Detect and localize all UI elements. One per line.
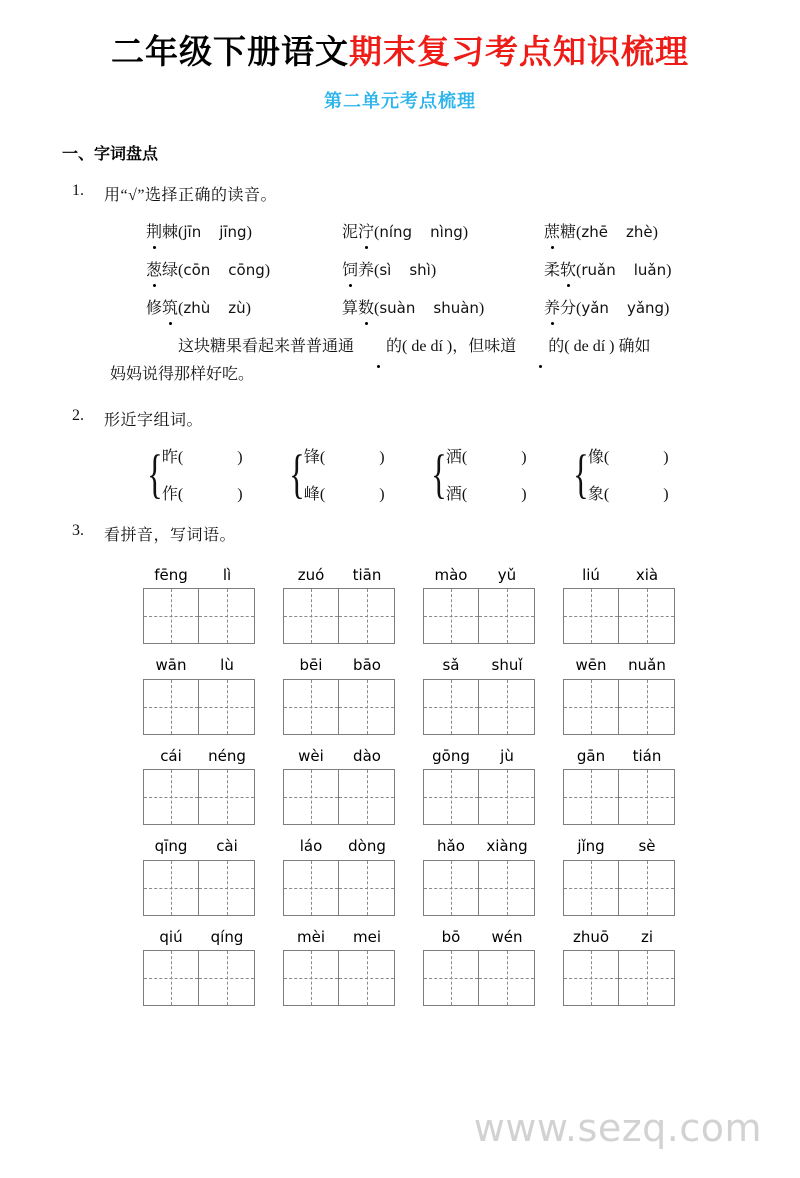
- choice-word-char: 柔: [544, 261, 561, 279]
- grid-word-group: [283, 929, 423, 1007]
- pinyin-label: liú: [582, 565, 600, 584]
- pinyin-option-1[interactable]: yǎn: [581, 298, 609, 317]
- choice-word-char: 葱: [146, 257, 162, 280]
- choice-word-char: 养: [358, 261, 375, 279]
- pinyin-label: bō: [441, 927, 461, 946]
- pinyin-label-pair: [423, 929, 535, 946]
- tianzige-box[interactable]: [563, 950, 675, 1006]
- pinyin-label-pair: [423, 657, 535, 674]
- tianzige-cell[interactable]: [284, 589, 339, 643]
- pinyin-option-1[interactable]: ruǎn: [581, 260, 616, 279]
- choice-word-char: 荆: [146, 219, 162, 242]
- tianzige-cell[interactable]: [199, 861, 254, 915]
- tianzige-cell[interactable]: [479, 861, 534, 915]
- pinyin-label: néng: [208, 746, 246, 765]
- tianzige-box[interactable]: [423, 679, 535, 735]
- tianzige-box[interactable]: [423, 588, 535, 644]
- pinyin-label: wèi: [298, 746, 324, 765]
- pinyin-label-pair: [283, 567, 395, 584]
- grid-word-group: [283, 567, 423, 645]
- tianzige-cell[interactable]: [199, 589, 254, 643]
- pinyin-label: hǎo: [437, 837, 465, 856]
- left-brace-icon: {: [573, 443, 589, 504]
- brace-group: [568, 444, 710, 504]
- tianzige-cell[interactable]: [619, 680, 674, 734]
- char-with-paren: 洒(: [445, 448, 468, 466]
- grid-word-group: [563, 567, 703, 645]
- grid-word-group: [283, 838, 423, 916]
- choice-item[interactable]: [544, 219, 724, 242]
- brace-group: [142, 444, 284, 504]
- tianzige-cell[interactable]: [284, 680, 339, 734]
- pinyin-label: yǔ: [497, 565, 517, 584]
- paren-open: (: [178, 223, 184, 241]
- choice-word-char: 分: [560, 299, 577, 317]
- tianzige-box[interactable]: [563, 769, 675, 825]
- item-1-number: 1.: [72, 181, 84, 199]
- tianzige-box[interactable]: [143, 679, 255, 735]
- pinyin-label-pair: [283, 929, 395, 946]
- tianzige-cell[interactable]: [424, 589, 479, 643]
- tianzige-cell[interactable]: [339, 589, 394, 643]
- choice-item[interactable]: [544, 257, 724, 280]
- tianzige-cell[interactable]: [284, 770, 339, 824]
- brace-line[interactable]: [446, 481, 527, 504]
- pinyin-label-pair: [143, 748, 255, 765]
- tianzige-box[interactable]: [283, 588, 395, 644]
- brace-line[interactable]: [304, 444, 385, 467]
- tianzige-cell[interactable]: [619, 951, 674, 1005]
- brace-line[interactable]: [588, 481, 669, 504]
- char-with-paren: 像(: [587, 448, 610, 466]
- left-brace-icon: {: [147, 443, 163, 504]
- tianzige-cell[interactable]: [339, 770, 394, 824]
- choice-item[interactable]: [342, 219, 544, 242]
- pinyin-label: mei: [352, 927, 381, 946]
- choice-word-char: 泥: [342, 223, 359, 241]
- tianzige-box[interactable]: [563, 860, 675, 916]
- choice-row: [146, 257, 800, 283]
- grid-word-group: [283, 748, 423, 826]
- pinyin-label-pair: [143, 929, 255, 946]
- similar-char-groups: [142, 444, 800, 504]
- exercise-item-1: [72, 181, 800, 205]
- grid-word-group: [423, 748, 563, 826]
- pinyin-label: qíng: [210, 927, 244, 946]
- pinyin-option-1[interactable]: suàn: [379, 298, 416, 317]
- pinyin-option-2[interactable]: zù: [228, 298, 246, 317]
- tianzige-box[interactable]: [423, 769, 535, 825]
- pinyin-label: xiàng: [486, 837, 528, 856]
- tianzige-cell[interactable]: [339, 680, 394, 734]
- pinyin-label: mào: [434, 565, 468, 584]
- pinyin-label: cài: [216, 837, 238, 856]
- choice-word-char: 绿: [162, 261, 179, 279]
- grid-word-group: [143, 567, 283, 645]
- grid-word-group: [563, 929, 703, 1007]
- watermark: www.sezq.com: [473, 1106, 762, 1150]
- tianzige-cell[interactable]: [199, 680, 254, 734]
- tianzige-cell[interactable]: [564, 861, 619, 915]
- section-heading: 一、字词盘点: [62, 145, 159, 163]
- tianzige-cell[interactable]: [199, 951, 254, 1005]
- grid-word-group: [563, 657, 703, 735]
- paren-open: (: [374, 299, 380, 317]
- tianzige-cell[interactable]: [284, 951, 339, 1005]
- tianzige-box[interactable]: [283, 769, 395, 825]
- tianzige-cell[interactable]: [144, 589, 199, 643]
- pinyin-label-pair: [563, 657, 675, 674]
- paren-close: ): [663, 448, 669, 466]
- choice-word-char: 饲: [342, 257, 358, 280]
- choice-item[interactable]: [146, 295, 342, 318]
- grid-word-group: [563, 838, 703, 916]
- choice-word-char: 算: [342, 299, 359, 317]
- pinyin-label: jù: [500, 746, 514, 765]
- pinyin-label: wén: [491, 927, 523, 946]
- tianzige-cell[interactable]: [479, 589, 534, 643]
- brace-line[interactable]: [162, 444, 243, 467]
- tianzige-cell[interactable]: [479, 770, 534, 824]
- paren-open: (: [178, 261, 184, 279]
- pinyin-label: dòng: [348, 837, 386, 856]
- grid-row: [143, 838, 800, 916]
- item-1-prompt: 用“√”选择正确的读音。: [104, 186, 277, 204]
- char-with-paren: 峰(: [303, 485, 326, 503]
- pinyin-label: bēi: [299, 656, 323, 675]
- pinyin-label: zhuō: [572, 927, 610, 946]
- choice-item[interactable]: [146, 257, 342, 280]
- paren-close: ): [237, 448, 243, 466]
- choice-word-char: 软: [560, 257, 576, 280]
- title-black-part: 二年级下册语文: [111, 35, 349, 71]
- pinyin-label: qiú: [159, 927, 183, 946]
- tianzige-box[interactable]: [563, 679, 675, 735]
- pinyin-label: gān: [576, 746, 606, 765]
- brace-line[interactable]: [446, 444, 527, 467]
- pinyin-label: jǐng: [577, 837, 605, 856]
- paren-close: ): [379, 448, 385, 466]
- pinyin-label: zuó: [297, 565, 325, 584]
- sentence-part: ( de dí )，但味道: [402, 337, 517, 355]
- pinyin-option-1[interactable]: cōn: [183, 260, 211, 279]
- tianzige-box[interactable]: [143, 860, 255, 916]
- char-with-paren: 作(: [161, 485, 184, 503]
- tianzige-box[interactable]: [283, 950, 395, 1006]
- tianzige-box[interactable]: [563, 588, 675, 644]
- pinyin-option-2[interactable]: jīng: [219, 222, 247, 241]
- pinyin-option-2[interactable]: luǎn: [633, 260, 667, 279]
- sentence-dotted-char: 的: [516, 333, 564, 361]
- pinyin-option-2[interactable]: yǎng: [626, 298, 665, 317]
- tianzige-cell[interactable]: [619, 770, 674, 824]
- paren-close: ): [237, 485, 243, 503]
- pinyin-label: lù: [220, 656, 234, 675]
- paren-close: ): [521, 448, 527, 466]
- tianzige-box[interactable]: [143, 588, 255, 644]
- exercise-item-2: [72, 406, 800, 430]
- sentence-line-2: 妈妈说得那样好吃。: [110, 365, 255, 383]
- pinyin-choice-list: [146, 219, 800, 321]
- tianzige-cell[interactable]: [424, 680, 479, 734]
- pinyin-label: láo: [299, 837, 323, 856]
- paren-close: ): [246, 223, 252, 241]
- sentence-part: 这块糖果看起来普普通通: [178, 337, 355, 355]
- left-brace-icon: {: [431, 443, 447, 504]
- brace-group: [284, 444, 426, 504]
- pinyin-label-pair: [423, 748, 535, 765]
- pinyin-option-1[interactable]: jīn: [183, 222, 202, 241]
- pinyin-option-1[interactable]: níng: [379, 222, 413, 241]
- tianzige-cell[interactable]: [199, 770, 254, 824]
- choice-word-char: 数: [358, 295, 374, 318]
- tianzige-cell[interactable]: [424, 951, 479, 1005]
- item-3-prompt: 看拼音，写词语。: [104, 526, 237, 544]
- brace-line[interactable]: [162, 481, 243, 504]
- title-block: [0, 34, 800, 113]
- pinyin-label-pair: [563, 929, 675, 946]
- page-subtitle: 第二单元考点梳理: [324, 90, 476, 111]
- item-3-number: 3.: [72, 521, 84, 539]
- pinyin-label-pair: [283, 838, 395, 855]
- choice-word-char: 泞: [358, 219, 374, 242]
- paren-close: ): [664, 299, 670, 317]
- choice-word-char: 蔗: [544, 219, 560, 242]
- pinyin-label-pair: [423, 838, 535, 855]
- tianzige-cell[interactable]: [479, 951, 534, 1005]
- pinyin-label-pair: [143, 657, 255, 674]
- pinyin-label-pair: [563, 567, 675, 584]
- brace-line[interactable]: [304, 481, 385, 504]
- pinyin-option-2[interactable]: shì: [409, 260, 431, 279]
- paren-open: (: [576, 261, 582, 279]
- tianzige-cell[interactable]: [619, 589, 674, 643]
- pinyin-label: xià: [635, 565, 659, 584]
- item-2-prompt: 形近字组词。: [104, 411, 204, 429]
- choice-item[interactable]: [146, 219, 342, 242]
- pinyin-label: cái: [160, 746, 182, 765]
- fill-in-sentence: [110, 333, 738, 389]
- pinyin-option-2[interactable]: nìng: [430, 222, 463, 241]
- grid-word-group: [423, 929, 563, 1007]
- pinyin-label-pair: [563, 838, 675, 855]
- choice-item[interactable]: [342, 257, 544, 280]
- pinyin-label: shuǐ: [491, 656, 523, 675]
- char-with-paren: 象(: [587, 485, 610, 503]
- paren-open: (: [576, 223, 582, 241]
- tianzige-cell[interactable]: [564, 951, 619, 1005]
- paren-close: ): [666, 261, 672, 279]
- pinyin-option-1[interactable]: zhē: [581, 222, 608, 241]
- pinyin-label: wān: [155, 656, 187, 675]
- paren-close: ): [652, 223, 658, 241]
- paren-close: ): [264, 261, 271, 279]
- tianzige-cell[interactable]: [339, 951, 394, 1005]
- pinyin-label: zi: [640, 927, 654, 946]
- tianzige-cell[interactable]: [564, 589, 619, 643]
- title-red-part: 期末复习考点知识梳理: [349, 35, 689, 71]
- page-title: [0, 34, 800, 74]
- paren-close: ): [521, 485, 527, 503]
- choice-row: [146, 219, 800, 245]
- tianzige-box[interactable]: [143, 950, 255, 1006]
- grid-row: [143, 657, 800, 735]
- pinyin-option-1[interactable]: sì: [379, 260, 392, 279]
- pinyin-label: fēng: [154, 565, 188, 584]
- pinyin-label-pair: [143, 838, 255, 855]
- paren-close: ): [462, 223, 469, 241]
- tianzige-cell[interactable]: [144, 770, 199, 824]
- pinyin-label: lì: [222, 565, 232, 584]
- paren-close: ): [245, 299, 251, 317]
- pinyin-label: bāo: [353, 656, 381, 675]
- paren-open: (: [178, 299, 184, 317]
- pinyin-label: sǎ: [442, 656, 460, 675]
- choice-word-char: 糖: [560, 223, 577, 241]
- paren-close: ): [663, 485, 669, 503]
- pinyin-writing-grids: [0, 567, 800, 1007]
- tianzige-cell[interactable]: [144, 861, 199, 915]
- paren-open: (: [576, 299, 582, 317]
- choice-word-char: 筑: [162, 295, 178, 318]
- choice-item[interactable]: [342, 295, 544, 318]
- pinyin-label: nuǎn: [628, 656, 666, 675]
- grid-row: [143, 929, 800, 1007]
- grid-word-group: [143, 838, 283, 916]
- paren-open: (: [374, 223, 380, 241]
- pinyin-label: tiān: [352, 565, 382, 584]
- grid-word-group: [423, 657, 563, 735]
- grid-word-group: [283, 657, 423, 735]
- pinyin-label: wēn: [575, 656, 607, 675]
- item-2-number: 2.: [72, 406, 84, 424]
- sentence-part: ( de dí ) 确如: [564, 337, 651, 355]
- tianzige-cell[interactable]: [479, 680, 534, 734]
- brace-group: [426, 444, 568, 504]
- tianzige-cell[interactable]: [564, 680, 619, 734]
- tianzige-cell[interactable]: [284, 861, 339, 915]
- worksheet-page: [0, 34, 800, 1178]
- tianzige-box[interactable]: [423, 860, 535, 916]
- choice-item[interactable]: [544, 295, 724, 318]
- pinyin-label-pair: [423, 567, 535, 584]
- tianzige-cell[interactable]: [339, 861, 394, 915]
- pinyin-label: mèi: [296, 927, 325, 946]
- char-with-paren: 昨(: [161, 448, 184, 466]
- pinyin-label: tián: [632, 746, 662, 765]
- pinyin-label: gōng: [432, 746, 470, 765]
- sentence-dotted-char: 的: [354, 333, 402, 361]
- tianzige-cell[interactable]: [144, 680, 199, 734]
- tianzige-cell[interactable]: [144, 951, 199, 1005]
- pinyin-label-pair: [283, 657, 395, 674]
- paren-close: ): [379, 485, 385, 503]
- char-with-paren: 酒(: [445, 485, 468, 503]
- grid-word-group: [143, 657, 283, 735]
- grid-word-group: [423, 567, 563, 645]
- grid-word-group: [563, 748, 703, 826]
- grid-word-group: [143, 748, 283, 826]
- pinyin-option-2[interactable]: shuàn: [433, 298, 479, 317]
- paren-close: ): [478, 299, 485, 317]
- pinyin-label-pair: [283, 748, 395, 765]
- tianzige-box[interactable]: [423, 950, 535, 1006]
- char-with-paren: 锋(: [303, 448, 326, 466]
- pinyin-option-2[interactable]: zhè: [625, 222, 653, 241]
- tianzige-cell[interactable]: [619, 861, 674, 915]
- grid-row: [143, 567, 800, 645]
- tianzige-cell[interactable]: [424, 770, 479, 824]
- paren-open: (: [374, 261, 380, 279]
- grid-word-group: [423, 838, 563, 916]
- tianzige-box[interactable]: [283, 860, 395, 916]
- brace-line[interactable]: [588, 444, 669, 467]
- pinyin-label-pair: [143, 567, 255, 584]
- tianzige-box[interactable]: [143, 769, 255, 825]
- tianzige-cell[interactable]: [424, 861, 479, 915]
- paren-close: ): [430, 261, 437, 279]
- choice-word-char: 棘: [162, 223, 179, 241]
- grid-row: [143, 748, 800, 826]
- choice-word-char: 修: [146, 299, 163, 317]
- pinyin-option-1[interactable]: zhù: [183, 298, 211, 317]
- choice-row: [146, 295, 800, 321]
- choice-word-char: 养: [544, 295, 560, 318]
- grid-word-group: [143, 929, 283, 1007]
- pinyin-option-2[interactable]: cōng: [228, 260, 265, 279]
- pinyin-label: sè: [638, 837, 656, 856]
- left-brace-icon: {: [289, 443, 305, 504]
- tianzige-box[interactable]: [283, 679, 395, 735]
- pinyin-label: dào: [353, 746, 381, 765]
- pinyin-label-pair: [563, 748, 675, 765]
- tianzige-cell[interactable]: [564, 770, 619, 824]
- exercise-item-3: [72, 521, 800, 545]
- pinyin-label: qīng: [154, 837, 188, 856]
